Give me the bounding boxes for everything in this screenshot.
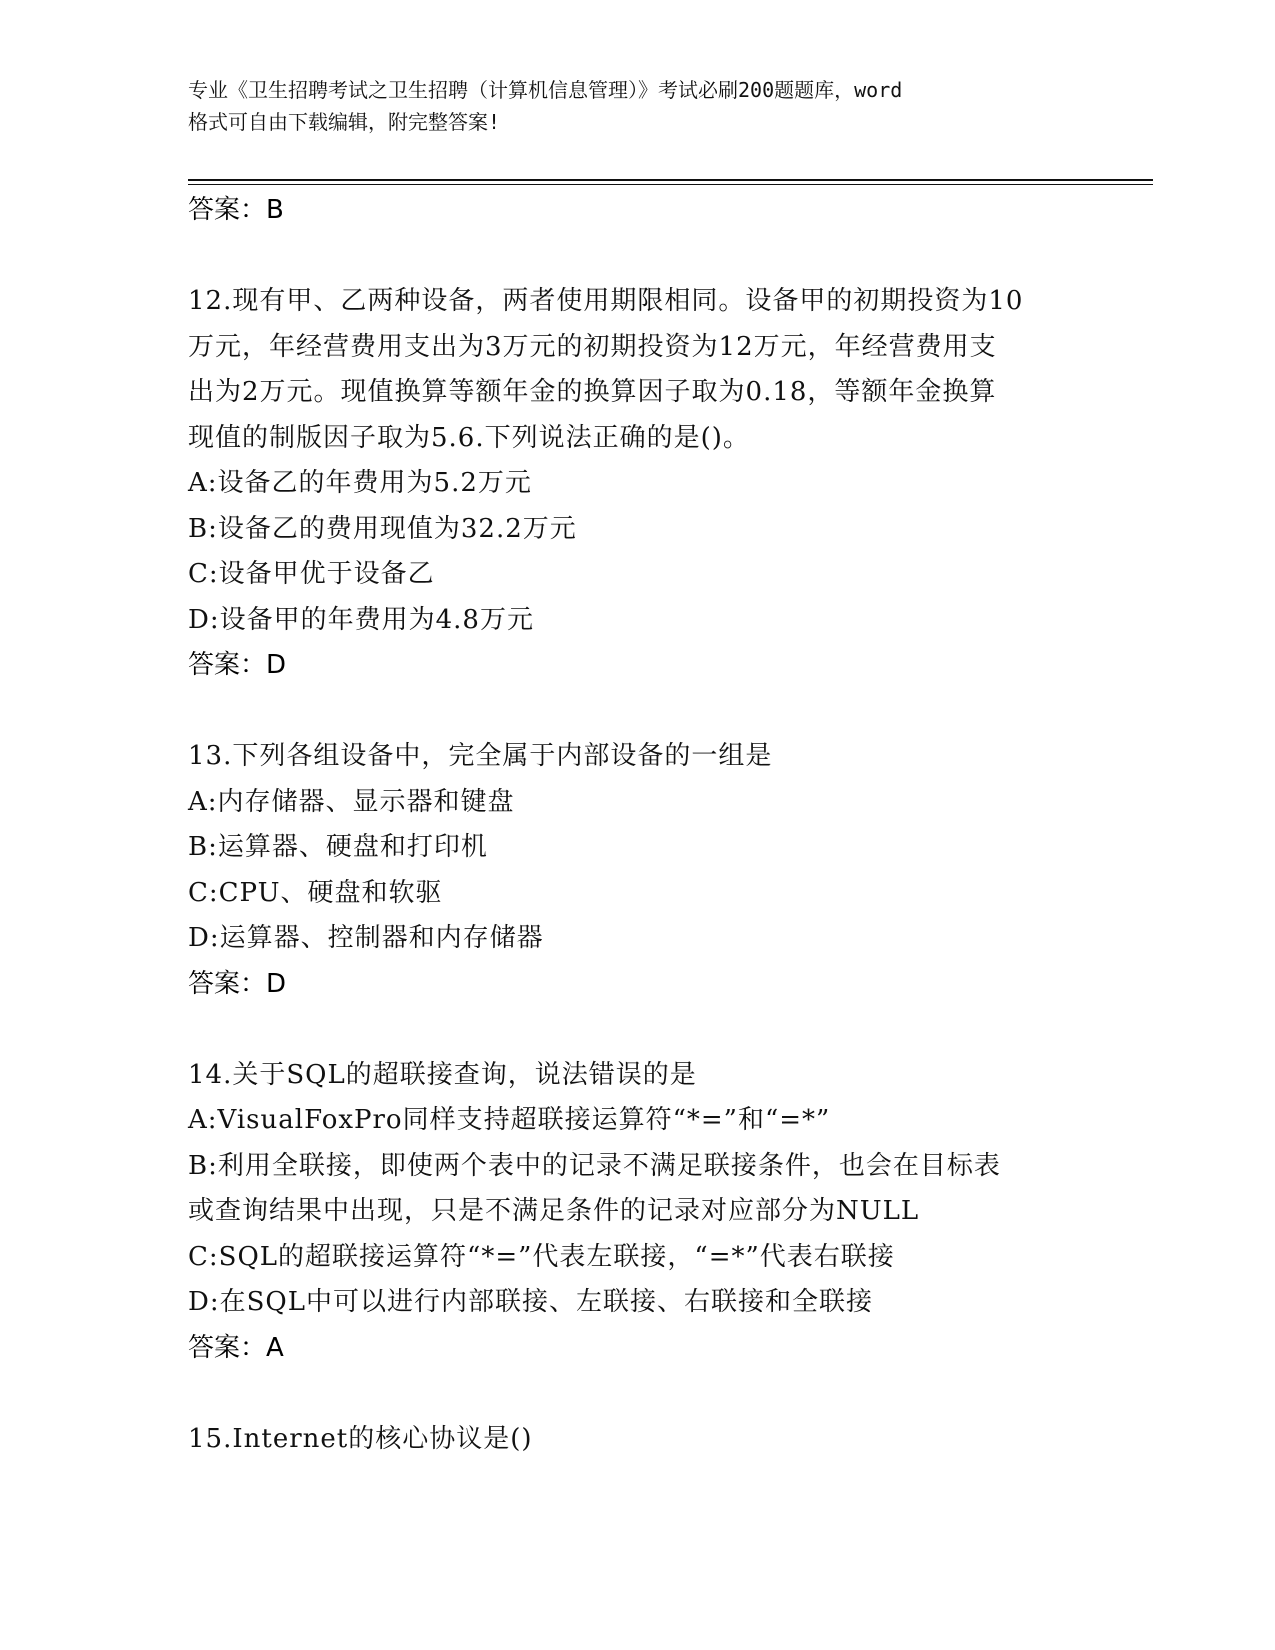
option-a: A:内存储器、显示器和键盘 xyxy=(188,786,515,817)
option-c: C:CPU、硬盘和软驱 xyxy=(188,877,443,908)
option-a: A:VisualFoxPro同样支持超联接运算符“*=”和“=*” xyxy=(188,1105,831,1135)
option-d: D:运算器、控制器和内存储器 xyxy=(188,923,544,953)
header-divider-thin xyxy=(188,184,1153,185)
answer-q11: 答案：B xyxy=(188,195,284,225)
document-header xyxy=(188,74,1098,138)
option-d: D:设备甲的年费用为4.8万元 xyxy=(188,604,534,635)
document-content xyxy=(188,188,1088,1462)
question-stem-line: 12.现有甲、乙两种设备，两者使用期限相同。设备甲的初期投资为10 xyxy=(188,286,1024,316)
spacer xyxy=(188,1007,1088,1053)
question-15 xyxy=(188,1417,1088,1463)
option-b: B:设备乙的费用现值为32.2万元 xyxy=(188,513,577,544)
option-b-continued: 或查询结果中出现，只是不满足条件的记录对应部分为NULL xyxy=(188,1196,920,1226)
header-line-1: 专业《卫生招聘考试之卫生招聘（计算机信息管理）》考试必刷200题题库，word xyxy=(188,78,903,102)
question-stem-line: 14.关于SQL的超联接查询，说法错误的是 xyxy=(188,1059,697,1090)
question-stem-line: 现值的制版因子取为5.6.下列说法正确的是()。 xyxy=(188,422,750,453)
answer-q12: 答案：D xyxy=(188,650,287,680)
header-line-2: 格式可自由下载编辑，附完整答案! xyxy=(188,110,501,134)
option-c: C:设备甲优于设备乙 xyxy=(188,559,435,589)
spacer xyxy=(188,234,1088,280)
option-a: A:设备乙的年费用为5.2万元 xyxy=(188,468,532,498)
question-stem-line: 出为2万元。现值换算等额年金的换算因子取为0.18，等额年金换算 xyxy=(188,377,997,407)
question-stem-line: 15.Internet的核心协议是() xyxy=(188,1423,533,1454)
spacer xyxy=(188,1371,1088,1417)
question-12 xyxy=(188,279,1088,689)
answer-q13: 答案：D xyxy=(188,968,287,999)
spacer xyxy=(188,689,1088,735)
question-13 xyxy=(188,734,1088,1007)
question-14 xyxy=(188,1053,1088,1372)
option-b: B:运算器、硬盘和打印机 xyxy=(188,832,488,862)
answer-q14: 答案：A xyxy=(188,1332,284,1363)
question-stem-line: 万元，年经营费用支出为3万元的初期投资为12万元，年经营费用支 xyxy=(188,331,997,362)
option-d: D:在SQL中可以进行内部联接、左联接、右联接和全联接 xyxy=(188,1287,873,1317)
option-b: B:利用全联接，即使两个表中的记录不满足联接条件，也会在目标表 xyxy=(188,1150,1001,1181)
header-divider-thick xyxy=(188,179,1153,181)
question-stem-line: 13.下列各组设备中，完全属于内部设备的一组是 xyxy=(188,741,773,771)
option-c: C:SQL的超联接运算符“*=”代表左联接，“=*”代表右联接 xyxy=(188,1241,895,1272)
